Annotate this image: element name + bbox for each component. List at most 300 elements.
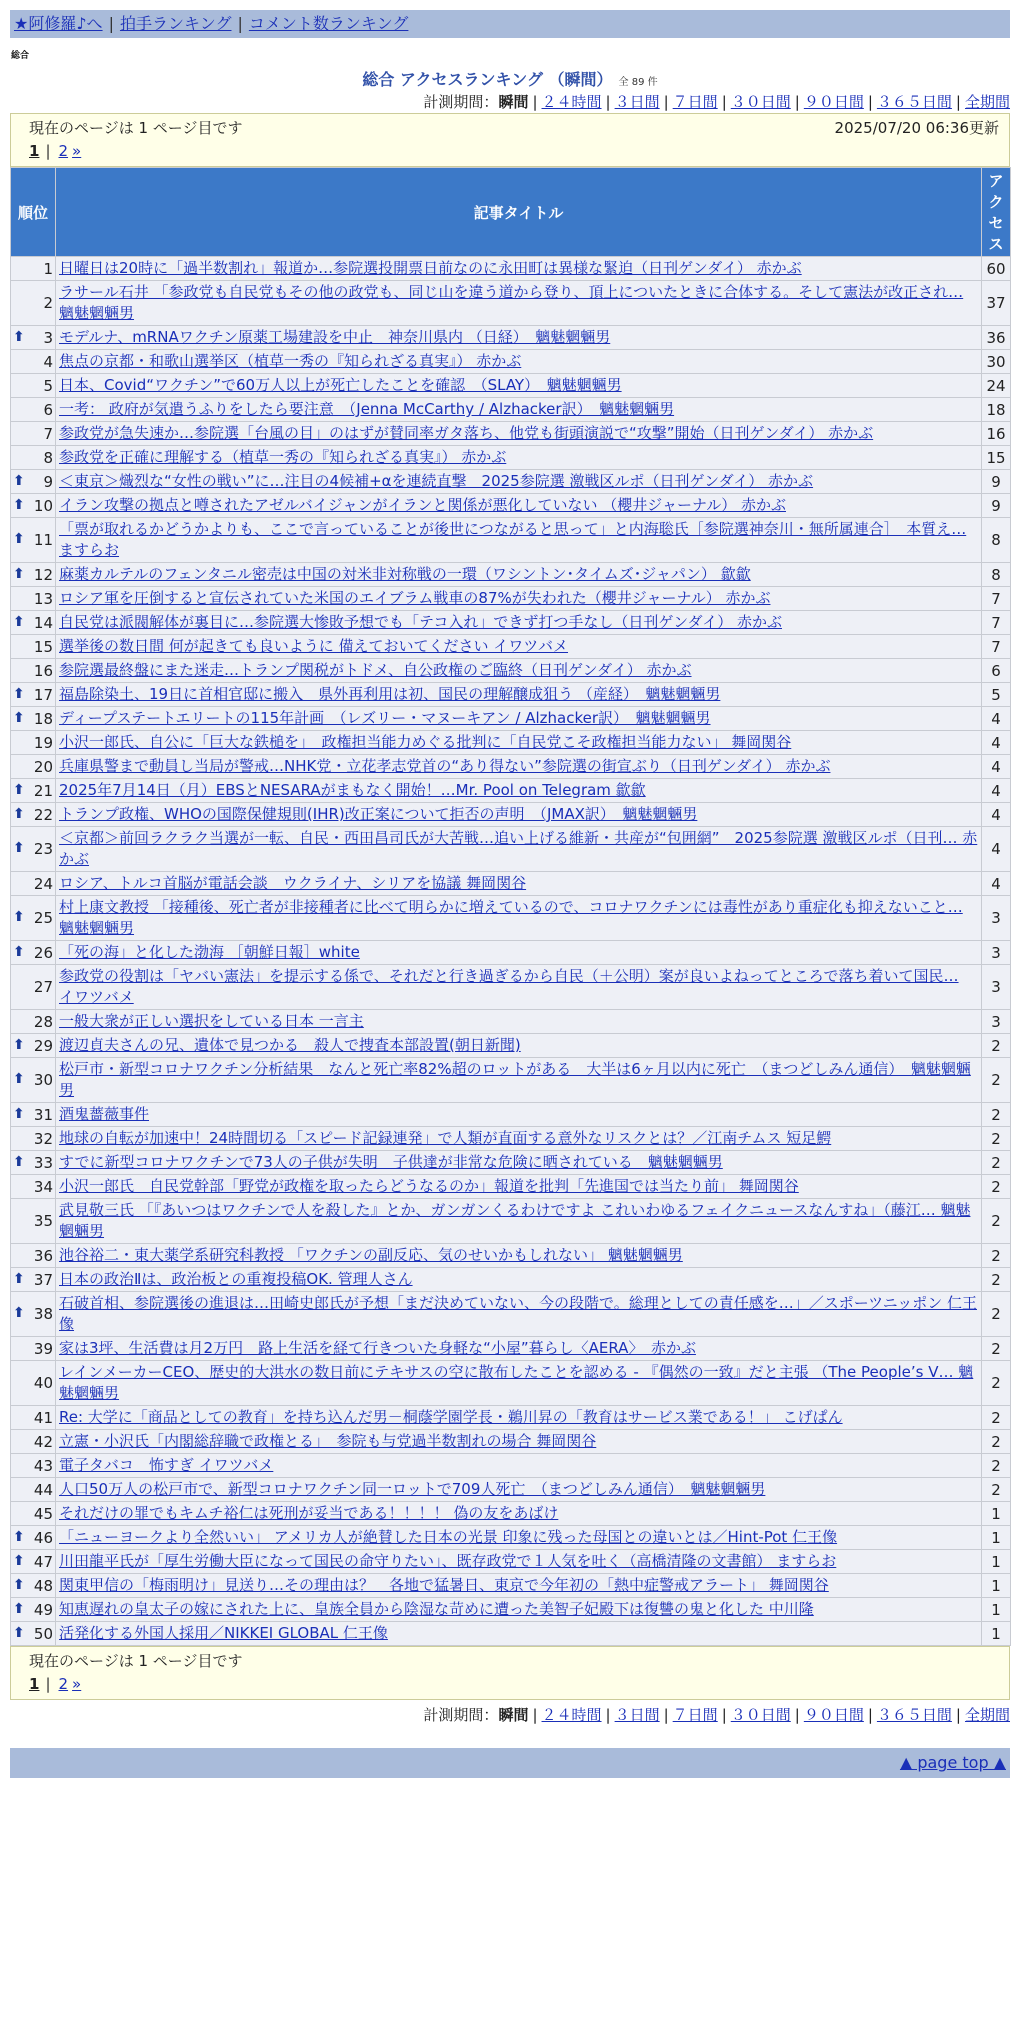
rank-cell xyxy=(11,398,56,422)
rank-number: 34 xyxy=(33,1177,53,1196)
rank-number: 3 xyxy=(43,328,53,347)
table-row xyxy=(11,1244,1011,1268)
title-cell xyxy=(56,1502,982,1526)
title-cell xyxy=(56,422,982,446)
article-link[interactable]: 人口50万人の松戸市で、新型コロナワクチン同一ロットで709人死亡 （まつどしみん通信） 魑魅魍魎男 xyxy=(59,1480,766,1498)
access-count: 2 xyxy=(982,1199,1011,1244)
article-link[interactable]: 一考： 政府が気遣うふりをしたら要注意 （Jenna McCarthy / Alzhacker訳） 魑魅魍魎男 xyxy=(59,400,675,418)
period-separator: | xyxy=(532,93,538,111)
rank-cell xyxy=(11,707,56,731)
article-link[interactable]: 小沢一郎氏 自民党幹部「野党が政権を取ったらどうなるのか」報道を批判「先進国では当たり前」 舞岡関谷 xyxy=(59,1177,799,1195)
rank-cell xyxy=(11,779,56,803)
article-link[interactable]: モデルナ、mRNAワクチン原薬工場建設を中止 神奈川県内 （日経） 魑魅魍魎男 xyxy=(59,328,611,346)
pager-separator: | xyxy=(45,1675,51,1693)
access-count: 2 xyxy=(982,1454,1011,1478)
access-count: 2 xyxy=(982,1430,1011,1454)
rank-cell xyxy=(11,1502,56,1526)
rank-number: 27 xyxy=(33,978,53,996)
rank-number: 14 xyxy=(33,613,53,632)
rank-up-arrow-icon: ⬆ xyxy=(13,840,25,856)
rank-cell xyxy=(11,611,56,635)
title-cell xyxy=(56,1244,982,1268)
rank-number: 47 xyxy=(33,1552,53,1571)
table-row xyxy=(11,563,1011,587)
pager-next-link[interactable]: » xyxy=(72,142,82,160)
pager-current: 1 xyxy=(29,1675,40,1693)
access-count: 4 xyxy=(982,827,1011,872)
article-link[interactable]: 一般大衆が正しい選択をしている日本 一言主 xyxy=(59,1012,364,1030)
title-cell xyxy=(56,257,982,281)
applause-ranking-link[interactable]: 拍手ランキング xyxy=(119,14,232,33)
ranking-table xyxy=(10,167,1011,1646)
rank-cell xyxy=(11,587,56,611)
title-cell xyxy=(56,1406,982,1430)
title-cell xyxy=(56,398,982,422)
title-cell xyxy=(56,1574,982,1598)
table-row xyxy=(11,587,1011,611)
access-count: 7 xyxy=(982,635,1011,659)
period-link-6[interactable]: 全期間 xyxy=(964,1706,1010,1724)
period-link-2[interactable]: ７日間 xyxy=(672,1706,718,1724)
rank-cell xyxy=(11,872,56,896)
table-row xyxy=(11,755,1011,779)
rank-number: 25 xyxy=(33,909,53,927)
rank-number: 45 xyxy=(33,1504,53,1523)
table-row xyxy=(11,422,1011,446)
rank-cell xyxy=(11,1454,56,1478)
article-link[interactable]: トランプ政権、WHOの国際保健規則(IHR)改正案について拒否の声明 （JMAX訳） 魑魅魍魎男 xyxy=(59,805,698,823)
rank-number: 35 xyxy=(33,1212,53,1230)
table-row xyxy=(11,803,1011,827)
pager-top xyxy=(29,140,999,162)
period-separator: | xyxy=(867,93,873,111)
rank-number: 21 xyxy=(33,781,53,800)
rank-number: 5 xyxy=(43,376,53,395)
rank-number: 37 xyxy=(33,1270,53,1289)
period-link-0[interactable]: ２４時間 xyxy=(541,93,602,111)
rank-up-arrow-icon: ⬆ xyxy=(13,613,25,630)
article-link[interactable]: 参院選最終盤にまた迷走…トランプ関税がトドメ、自公政権のご臨終（日刊ゲンダイ） 赤かぶ xyxy=(59,661,692,679)
article-link[interactable]: 「死の海」と化した渤海 ［朝鮮日報］white xyxy=(59,943,360,961)
nav-separator: | xyxy=(237,14,243,33)
rank-cell xyxy=(11,518,56,563)
title-cell xyxy=(56,1010,982,1034)
access-count: 1 xyxy=(982,1502,1011,1526)
access-count: 3 xyxy=(982,1010,1011,1034)
period-separator: | xyxy=(663,93,669,111)
article-link[interactable]: レインメーカーCEO、歴史的大洪水の数日前にテキサスの空に散布したことを認める - 『偶然の一致』だと主張 （The People’s V… 魑魅魍魎男 xyxy=(59,1363,974,1402)
article-link[interactable]: 村上康文教授 「接種後、死亡者が非接種者に比べて明らかに増えているので、コロナワクチンには毒性があり重症化も抑えないこと… 魑魅魍魎男 xyxy=(59,898,963,937)
rank-number: 30 xyxy=(33,1071,53,1089)
article-link[interactable]: すでに新型コロナワクチンで73人の子供が失明 子供達が非常な危険に晒されている 魑魅魍魎男 xyxy=(59,1153,723,1171)
rank-cell xyxy=(11,1244,56,1268)
rank-number: 2 xyxy=(43,294,53,312)
info-box-top xyxy=(10,113,1010,167)
period-separator: | xyxy=(605,93,611,111)
table-row xyxy=(11,350,1011,374)
rank-up-arrow-icon: ⬆ xyxy=(13,328,25,345)
title-cell xyxy=(56,374,982,398)
col-header-rank: 順位 xyxy=(11,168,56,257)
table-row xyxy=(11,965,1011,1010)
article-link[interactable]: 武見敬三氏 「『あいつはワクチンで人を殺した』とか、ガンガンくるわけですよ これいわゆるフェイクニュースなんすね」（藤江… 魑魅魍魎男 xyxy=(59,1201,971,1240)
article-link[interactable]: 選挙後の数日間 何が起きても良いように 備えておいてください イワツバメ xyxy=(59,637,569,655)
article-link[interactable]: それだけの罪でもキムチ裕仁は死刑が妥当である！！！！ 偽の友をあばけ xyxy=(59,1504,559,1522)
period-bar-bottom xyxy=(10,1704,1010,1726)
table-row xyxy=(11,518,1011,563)
access-count: 2 xyxy=(982,1268,1011,1292)
category-label: 総合 xyxy=(11,51,30,61)
access-count: 2 xyxy=(982,1361,1011,1406)
access-count: 15 xyxy=(982,446,1011,470)
rank-number: 49 xyxy=(33,1600,53,1619)
period-separator: | xyxy=(867,1706,873,1724)
ranking-count: 全 89 件 xyxy=(618,77,658,88)
rank-cell xyxy=(11,281,56,326)
rank-up-arrow-icon: ⬆ xyxy=(13,685,25,702)
rank-up-arrow-icon: ⬆ xyxy=(13,1270,25,1287)
article-link[interactable]: 福島除染土、19日に首相官邸に搬入 県外再利用は初、国民の理解醸成狙う （産経） 魑魅魍魎男 xyxy=(59,685,721,703)
title-cell xyxy=(56,1175,982,1199)
article-link[interactable]: 小沢一郎氏、自公に「巨大な鉄槌を」 政権担当能力めぐる批判に「自民党こそ政権担当能力ない」 舞岡関谷 xyxy=(59,733,792,751)
period-separator: | xyxy=(955,1706,961,1724)
period-link-3[interactable]: ３０日間 xyxy=(730,93,791,111)
access-count: 1 xyxy=(982,1598,1011,1622)
rank-number: 32 xyxy=(33,1129,53,1148)
table-row xyxy=(11,1598,1011,1622)
access-count: 60 xyxy=(982,257,1011,281)
rank-up-arrow-icon: ⬆ xyxy=(13,1624,25,1641)
period-separator: | xyxy=(605,1706,611,1724)
title-cell xyxy=(56,659,982,683)
rank-cell xyxy=(11,827,56,872)
article-link[interactable]: ディープステートエリートの115年計画 （レズリー・マヌーキアン / Alzhacker訳） 魑魅魍魎男 xyxy=(59,709,711,727)
table-row xyxy=(11,1454,1011,1478)
rank-cell xyxy=(11,1337,56,1361)
rank-up-arrow-icon: ⬆ xyxy=(13,1153,25,1170)
rank-number: 11 xyxy=(33,531,53,549)
rank-number: 19 xyxy=(33,733,53,752)
rank-number: 1 xyxy=(43,259,53,278)
article-link[interactable]: 2025年7月14日（月）EBSとNESARAがまもなく開始！…Mr. Pool on Telegram 歙歙 xyxy=(59,781,646,799)
access-count: 1 xyxy=(982,1622,1011,1646)
rank-cell xyxy=(11,1574,56,1598)
rank-up-arrow-icon: ⬆ xyxy=(13,1552,25,1569)
table-row xyxy=(11,1550,1011,1574)
current-page-text: 現在のページは 1 ページ目です xyxy=(29,1652,243,1670)
rank-cell xyxy=(11,941,56,965)
top-nav-bar xyxy=(10,10,1010,38)
rank-number: 29 xyxy=(33,1036,53,1055)
comment-ranking-link[interactable]: コメント数ランキング xyxy=(248,14,409,33)
rank-cell xyxy=(11,659,56,683)
rank-cell xyxy=(11,422,56,446)
title-cell xyxy=(56,779,982,803)
period-link-2[interactable]: ７日間 xyxy=(672,93,718,111)
article-link[interactable]: ロシア軍を圧倒すると宣伝されていた米国のエイブラム戦車の87%が失われた（櫻井ジャーナル） 赤かぶ xyxy=(59,589,771,607)
table-row xyxy=(11,1127,1011,1151)
rank-cell xyxy=(11,1292,56,1337)
access-count: 1 xyxy=(982,1526,1011,1550)
access-count: 7 xyxy=(982,611,1011,635)
table-row xyxy=(11,1175,1011,1199)
rank-up-arrow-icon: ⬆ xyxy=(13,1600,25,1617)
article-link[interactable]: 電子タバコ 怖すぎ イワツバメ xyxy=(59,1456,274,1474)
article-link[interactable]: 石破首相、参院選後の進退は…田崎史郎氏が予想「まだ決めていない、今の段階で。総理としての責任感を…」／スポーツニッポン 仁王像 xyxy=(59,1294,977,1333)
title-cell xyxy=(56,563,982,587)
access-count: 4 xyxy=(982,872,1011,896)
access-count: 8 xyxy=(982,563,1011,587)
title-cell xyxy=(56,1127,982,1151)
rank-cell xyxy=(11,1010,56,1034)
pager-page-2-link[interactable]: 2 xyxy=(58,1675,69,1693)
page-top-link[interactable]: ▲ page top ▲ xyxy=(899,1753,1006,1772)
rank-up-arrow-icon: ⬆ xyxy=(13,496,25,513)
period-link-5[interactable]: ３６５日間 xyxy=(876,93,952,111)
access-count: 2 xyxy=(982,1478,1011,1502)
rank-up-arrow-icon: ⬆ xyxy=(13,1305,25,1321)
access-count: 24 xyxy=(982,374,1011,398)
access-count: 2 xyxy=(982,1103,1011,1127)
period-link-5[interactable]: ３６５日間 xyxy=(876,1706,952,1724)
rank-cell xyxy=(11,1175,56,1199)
table-row xyxy=(11,1268,1011,1292)
title-cell xyxy=(56,350,982,374)
rank-up-arrow-icon: ⬆ xyxy=(13,531,25,547)
article-link[interactable]: 立憲・小沢氏「内閣総辞職で政権とる」 参院も与党過半数割れの場合 舞岡関谷 xyxy=(59,1432,597,1450)
pager-page-2-link[interactable]: 2 xyxy=(58,142,69,160)
table-row xyxy=(11,1526,1011,1550)
title-cell xyxy=(56,965,982,1010)
rank-number: 12 xyxy=(33,565,53,584)
table-row xyxy=(11,1292,1011,1337)
article-link[interactable]: 活発化する外国人採用／NIKKEI GLOBAL 仁王像 xyxy=(59,1624,388,1642)
article-link[interactable]: 兵庫県警まで動員し当局が警戒…NHK党・立花孝志党首の“あり得ない”参院選の街宣ぶり（日刊ゲンダイ） 赤かぶ xyxy=(59,757,831,775)
title-cell xyxy=(56,1550,982,1574)
title-cell xyxy=(56,1430,982,1454)
article-link[interactable]: 日本の政治Ⅱは、政治板との重複投稿OK. 管理人さん xyxy=(59,1270,413,1288)
title-cell xyxy=(56,1103,982,1127)
rank-number: 40 xyxy=(33,1374,53,1392)
title-cell xyxy=(56,896,982,941)
title-cell xyxy=(56,1058,982,1103)
title-cell xyxy=(56,635,982,659)
article-link[interactable]: 地球の自転が加速中！24時間切る「スピード記録連発」で人類が直面する意外なリスクとは？／江南チムス 短足鰐 xyxy=(59,1129,832,1147)
title-cell xyxy=(56,827,982,872)
access-count: 2 xyxy=(982,1034,1011,1058)
rank-number: 36 xyxy=(33,1246,53,1265)
title-cell xyxy=(56,1478,982,1502)
article-link[interactable]: 家は3坪、生活費は月2万円 路上生活を経て行きついた身軽な“小屋”暮らし〈AERA〉 赤かぶ xyxy=(59,1339,696,1357)
rank-up-arrow-icon: ⬆ xyxy=(13,805,25,822)
rank-number: 7 xyxy=(43,424,53,443)
rank-cell xyxy=(11,1268,56,1292)
period-separator: | xyxy=(663,1706,669,1724)
access-count: 2 xyxy=(982,1244,1011,1268)
rank-up-arrow-icon: ⬆ xyxy=(13,1105,25,1122)
pager-separator: | xyxy=(45,142,51,160)
article-link[interactable]: ラサール石井 「参政党も自民党もその他の政党も、同じ山を違う道から登り、頂上についたときに合体する。そして憲法が改正され… 魑魅魍魎男 xyxy=(59,283,964,322)
article-link[interactable]: ＜京都＞前回ラクラク当選が一転、自民・西田昌司氏が大苦戦…追い上げる維新・共産が“包囲網” 2025参院選 激戦区ルポ（日刊… 赤かぶ xyxy=(59,829,978,868)
period-link-4[interactable]: ９０日間 xyxy=(803,1706,864,1724)
rank-number: 41 xyxy=(33,1408,53,1427)
nav-separator: | xyxy=(108,14,114,33)
ranking-title xyxy=(10,69,1010,91)
table-row xyxy=(11,1103,1011,1127)
article-link[interactable]: 日本、Covid“ワクチン”で60万人以上が死亡したことを確認 （SLAY） 魑魅魍魎男 xyxy=(59,376,622,394)
table-row xyxy=(11,659,1011,683)
rank-cell xyxy=(11,326,56,350)
period-bar-top xyxy=(10,91,1010,113)
rank-number: 46 xyxy=(33,1528,53,1547)
article-link[interactable]: 酒鬼薔薇事件 xyxy=(59,1105,150,1123)
rank-cell xyxy=(11,683,56,707)
access-count: 4 xyxy=(982,731,1011,755)
rank-cell xyxy=(11,470,56,494)
article-link[interactable]: 「ニューヨークより全然いい」 アメリカ人が絶賛した日本の光景 印象に残った母国との違いとは／Hint-Pot 仁王像 xyxy=(59,1528,838,1546)
title-cell xyxy=(56,872,982,896)
table-row xyxy=(11,494,1011,518)
table-row xyxy=(11,635,1011,659)
table-row xyxy=(11,611,1011,635)
rank-number: 28 xyxy=(33,1012,53,1031)
title-cell xyxy=(56,1034,982,1058)
access-count: 6 xyxy=(982,659,1011,683)
title-cell xyxy=(56,470,982,494)
access-count: 36 xyxy=(982,326,1011,350)
access-count: 2 xyxy=(982,1151,1011,1175)
pager-bottom xyxy=(29,1673,999,1695)
article-link[interactable]: Re: 大学に「商品としての教育」を持ち込んだ男－桐蔭学園学長・鵜川昇の「教育はサービス業である！」 こげぱん xyxy=(59,1408,843,1426)
access-count: 5 xyxy=(982,683,1011,707)
rank-number: 23 xyxy=(33,840,53,858)
article-link[interactable]: ＜東京＞熾烈な“女性の戦い”に…注目の4候補+αを連続直撃 2025参院選 激戦区ルポ（日刊ゲンダイ） 赤かぶ xyxy=(59,472,814,490)
rank-up-arrow-icon: ⬆ xyxy=(13,1528,25,1545)
period-link-4[interactable]: ９０日間 xyxy=(803,93,864,111)
table-row xyxy=(11,1199,1011,1244)
rank-cell xyxy=(11,1199,56,1244)
rank-cell xyxy=(11,1526,56,1550)
table-row xyxy=(11,281,1011,326)
period-label: 計測期間： xyxy=(423,93,499,111)
rank-up-arrow-icon: ⬆ xyxy=(13,781,25,798)
article-link[interactable]: 松戸市・新型コロナワクチン分析結果 なんと死亡率82%超のロットがある 大半は6ヶ月以内に死亡 （まつどしみん通信） 魑魅魍魎男 xyxy=(59,1060,971,1099)
article-link[interactable]: 参政党が急失速か…参院選「台風の目」のはずが賛同率ガタ落ち、他党も街頭演説で“攻撃”開始（日刊ゲンダイ） 赤かぶ xyxy=(59,424,874,442)
title-cell xyxy=(56,587,982,611)
title-cell xyxy=(56,1622,982,1646)
table-row xyxy=(11,896,1011,941)
article-link[interactable]: 池谷裕二・東大薬学系研究科教授 「ワクチンの副反応、気のせいかもしれない」 魑魅魍魎男 xyxy=(59,1246,683,1264)
access-count: 9 xyxy=(982,470,1011,494)
rank-cell xyxy=(11,755,56,779)
rank-number: 43 xyxy=(33,1456,53,1475)
article-link[interactable]: 「票が取れるかどうかよりも、ここで言っていることが後世につながると思って」と内海聡氏［参院選神奈川・無所属連合］ 本質え… ますらお xyxy=(59,520,967,559)
rank-number: 18 xyxy=(33,709,53,728)
rank-number: 4 xyxy=(43,352,53,371)
rank-cell xyxy=(11,563,56,587)
article-link[interactable]: 参政党の役割は「ヤバい憲法」を提示する係で、それだと行き過ぎるから自民（＋公明）案が良いよねってところで落ち着いて国民… イワツバメ xyxy=(59,967,959,1006)
rank-up-arrow-icon: ⬆ xyxy=(13,1576,25,1593)
rank-number: 8 xyxy=(43,448,53,467)
table-row xyxy=(11,1478,1011,1502)
table-row xyxy=(11,374,1011,398)
table-row xyxy=(11,1034,1011,1058)
article-link[interactable]: 自民党は派閥解体が裏目に…参院選大惨敗予想でも「テコ入れ」できず打つ手なし（日刊ゲンダイ） 赤かぶ xyxy=(59,613,782,631)
access-count: 3 xyxy=(982,965,1011,1010)
title-cell xyxy=(56,494,982,518)
col-header-count: アクセス xyxy=(982,168,1011,257)
table-row xyxy=(11,1337,1011,1361)
rank-number: 16 xyxy=(33,661,53,680)
access-count: 2 xyxy=(982,1337,1011,1361)
table-row xyxy=(11,1622,1011,1646)
table-row xyxy=(11,446,1011,470)
col-header-title: 記事タイトル xyxy=(56,168,982,257)
table-row xyxy=(11,872,1011,896)
updated-timestamp: 2025/07/20 06:36更新 xyxy=(834,119,999,137)
access-count: 7 xyxy=(982,587,1011,611)
article-link[interactable]: 焦点の京都・和歌山選挙区（植草一秀の『知られざる真実』） 赤かぶ xyxy=(59,352,522,370)
rank-number: 42 xyxy=(33,1432,53,1451)
title-cell xyxy=(56,1151,982,1175)
article-link[interactable]: 渡辺貞夫さんの兄、遺体で見つかる 殺人で捜査本部設置(朝日新聞) xyxy=(59,1036,521,1054)
article-link[interactable]: 参政党を正確に理解する（植草一秀の『知られざる真実』） 赤かぶ xyxy=(59,448,507,466)
title-cell xyxy=(56,326,982,350)
article-link[interactable]: 関東甲信の「梅雨明け」見送り…その理由は？ 各地で猛暑日、東京で今年初の「熱中症警戒アラート」 舞岡関谷 xyxy=(59,1576,829,1594)
period-link-1[interactable]: ３日間 xyxy=(614,93,660,111)
article-link[interactable]: 日曜日は20時に「過半数割れ」報道か…参院選投開票日前なのに永田町は異様な緊迫（日刊ゲンダイ） 赤かぶ xyxy=(59,259,802,277)
rank-cell xyxy=(11,350,56,374)
rank-cell xyxy=(11,1430,56,1454)
pager-next-link[interactable]: » xyxy=(72,1675,82,1693)
period-link-1[interactable]: ３日間 xyxy=(614,1706,660,1724)
article-link[interactable]: 川田龍平氏が「厚生労働大臣になって国民の命守りたい」、既存政党で１人気を吐く（高橋清隆の文書館） ますらお xyxy=(59,1552,837,1570)
access-count: 1 xyxy=(982,1574,1011,1598)
table-row xyxy=(11,731,1011,755)
rank-cell xyxy=(11,635,56,659)
article-link[interactable]: 知恵遅れの皇太子の嫁にされた上に、皇族全員から陰湿な苛めに遭った美智子妃殿下は復讐の鬼と化した 中川隆 xyxy=(59,1600,814,1618)
article-link[interactable]: イラン攻撃の拠点と噂されたアゼルバイジャンがイランと関係が悪化していない （櫻井ジャーナル） 赤かぶ xyxy=(59,496,786,514)
title-cell xyxy=(56,1526,982,1550)
rank-cell xyxy=(11,1598,56,1622)
title-cell xyxy=(56,1598,982,1622)
period-link-6[interactable]: 全期間 xyxy=(964,93,1010,111)
rank-cell xyxy=(11,731,56,755)
article-link[interactable]: 麻薬カルテルのフェンタニル密売は中国の対米非対称戦の一環（ワシントン･タイムズ･ジャパン） 歙歙 xyxy=(59,565,751,583)
table-row xyxy=(11,470,1011,494)
table-row xyxy=(11,707,1011,731)
rank-cell xyxy=(11,1550,56,1574)
article-link[interactable]: ロシア、トルコ首脳が電話会談 ウクライナ、シリアを協議 舞岡関谷 xyxy=(59,874,527,892)
access-count: 18 xyxy=(982,398,1011,422)
rank-number: 6 xyxy=(43,400,53,419)
current-page-text: 現在のページは 1 ページ目です xyxy=(29,119,243,137)
rank-number: 44 xyxy=(33,1480,53,1499)
rank-up-arrow-icon: ⬆ xyxy=(13,1036,25,1053)
period-current: 瞬間 xyxy=(498,1706,529,1724)
rank-number: 31 xyxy=(33,1105,53,1124)
title-cell xyxy=(56,941,982,965)
access-count: 4 xyxy=(982,803,1011,827)
period-link-3[interactable]: ３０日間 xyxy=(730,1706,791,1724)
rank-number: 20 xyxy=(33,757,53,776)
rank-cell xyxy=(11,1478,56,1502)
title-cell xyxy=(56,281,982,326)
rank-cell xyxy=(11,896,56,941)
access-count: 2 xyxy=(982,1175,1011,1199)
period-link-0[interactable]: ２４時間 xyxy=(541,1706,602,1724)
home-link[interactable]: ★阿修羅♪へ xyxy=(14,14,103,33)
